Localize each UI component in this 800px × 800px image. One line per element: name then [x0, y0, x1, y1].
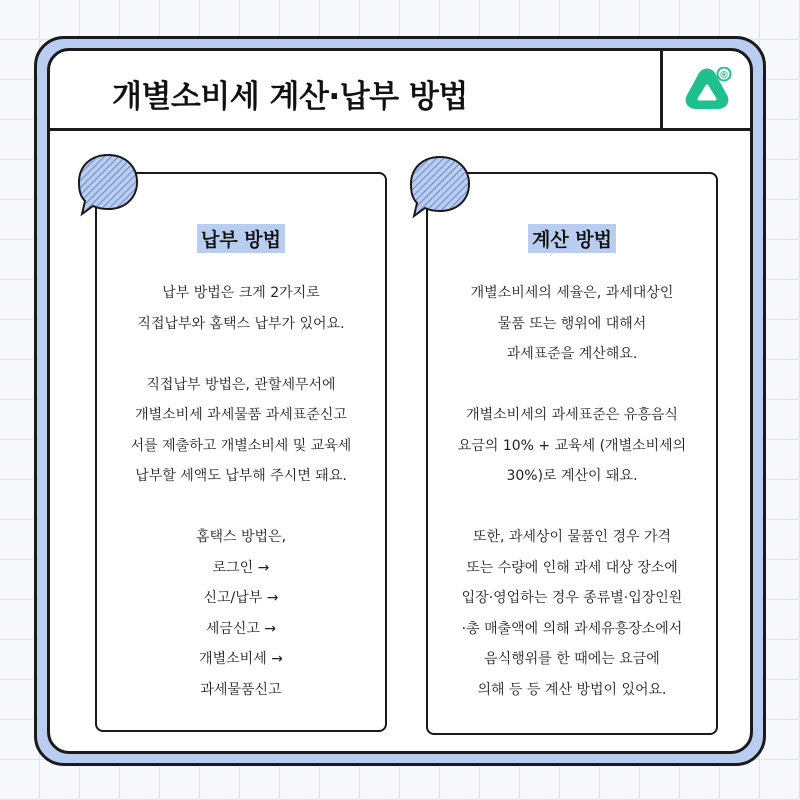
- paragraph-gap: [97, 339, 385, 370]
- text-line: 홈택스 방법은,: [195, 529, 287, 545]
- text-line: 납부할 세액도 납부해 주시면 돼요.: [135, 468, 347, 484]
- text-line: 물품 또는 행위에 대해서: [497, 315, 647, 332]
- text-line: ·총 매출액에 의해 과세유흥장소에서: [461, 620, 683, 637]
- payment-card: [95, 172, 387, 732]
- registered-mark: ®: [719, 70, 729, 81]
- text-line: 과세표준을 계산해요.: [506, 346, 638, 362]
- calculation-card-body: [428, 278, 716, 705]
- paragraph-gap: [97, 492, 385, 523]
- speech-bubble-icon: [406, 153, 474, 221]
- text-line: 또는 수량에 인해 과세 대상 장소에: [466, 559, 678, 576]
- text-line: 과세물품신고: [200, 681, 282, 698]
- text-line: 직접납부와 홈택스 납부가 있어요.: [137, 315, 345, 332]
- outer-frame: [34, 36, 766, 766]
- paragraph-gap: [428, 370, 716, 401]
- payment-card-title: 납부 방법: [97, 224, 385, 253]
- speech-bubble-icon: [74, 151, 142, 219]
- text-line: 30%)로 계산이 돼요.: [506, 468, 638, 484]
- payment-card-body: [97, 278, 385, 705]
- text-line: 의해 등 등 계산 방법이 있어요.: [477, 681, 667, 698]
- paragraph: [97, 370, 385, 492]
- text-line: 신고/납부 →: [203, 590, 279, 606]
- text-line: 또한, 과세상이 물품인 경우 가격: [472, 529, 672, 545]
- page-title: 개별소비세 계산·납부 방법: [112, 79, 468, 115]
- paragraph: [97, 278, 385, 339]
- text-line: 개별소비세의 세율은, 과세대상인: [470, 285, 674, 301]
- paragraph: [428, 278, 716, 370]
- paragraph: [97, 522, 385, 705]
- text-line: 납부 방법은 크게 2가지로: [162, 285, 320, 301]
- triangle-logo-icon: [677, 67, 737, 115]
- calculation-card: [426, 172, 718, 735]
- content-panel: [47, 48, 753, 754]
- paragraph: [428, 522, 716, 705]
- text-line: 개별소비세 →: [199, 651, 283, 667]
- text-line: 개별소비세 과세물품 과세표준신고: [135, 407, 347, 423]
- text-line: 서를 제출하고 개별소비세 및 교육세: [130, 437, 352, 454]
- text-line: 개별소비세의 과세표준은 유흥음식: [466, 407, 678, 423]
- text-line: 입장·영업하는 경우 종류별·입장인원: [461, 590, 683, 606]
- paragraph-gap: [428, 492, 716, 523]
- header-bar: [50, 51, 750, 131]
- calculation-card-title: 계산 방법: [428, 224, 716, 253]
- text-line: 음식행위를 한 때에는 요금에: [484, 651, 660, 667]
- logo-box: [660, 51, 750, 128]
- text-line: 세금신고 →: [205, 620, 277, 637]
- text-line: 직접납부 방법은, 관할세무서에: [146, 376, 336, 393]
- text-line: 로그인 →: [212, 559, 270, 576]
- paragraph: [428, 400, 716, 492]
- text-line: 요금의 10% + 교육세 (개별소비세의: [457, 437, 687, 454]
